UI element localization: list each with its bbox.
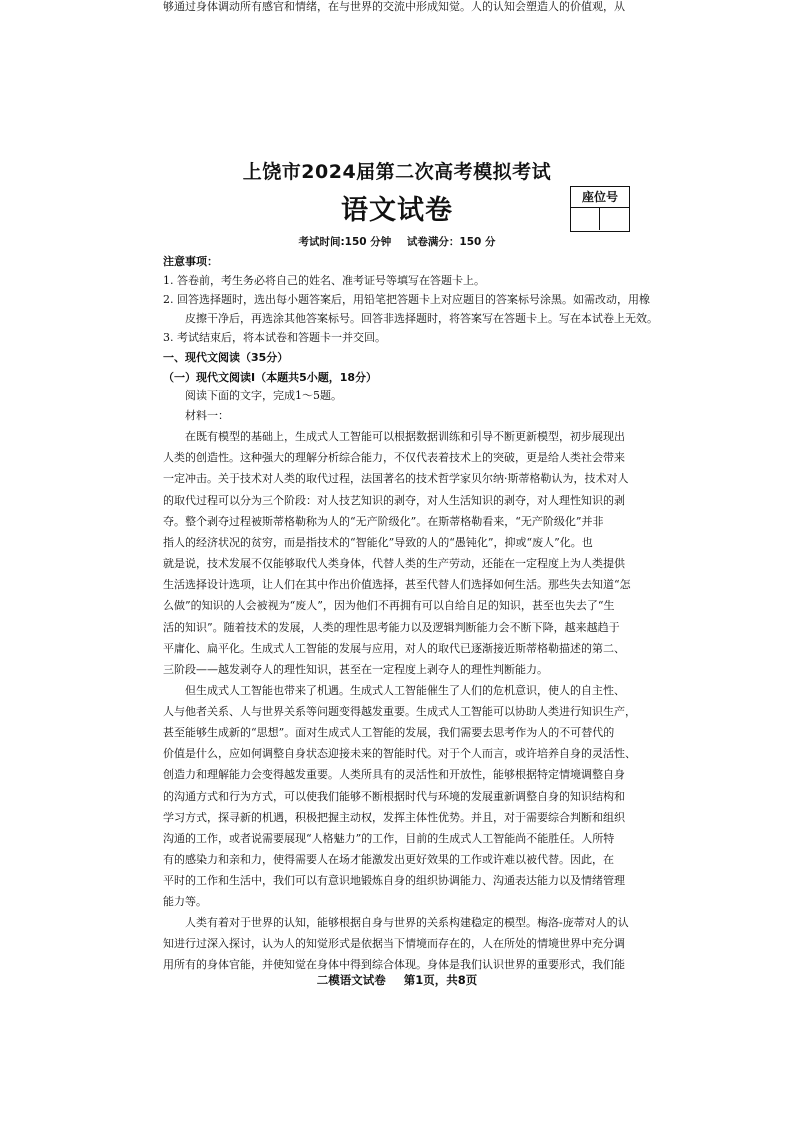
seat-number-box [570,186,630,232]
text-line: 就是说，技术发展不仅能够取代人类身体，代替人类的生产劳动，还能在一定程度上为人类提供 [163,557,625,570]
exam-title: 上饶市2024届第二次高考模拟考试 [242,161,552,183]
text-line: 三阶段——越发剥夺人的理性知识，甚至在一定程度上剥夺人的理性判断能力。 [163,663,548,676]
text-line: 皮擦干净后，再选涂其他答案标号。回答非选择题时，将答案写在答题卡上。写在本试卷上无效。 [185,312,658,325]
seat-number-cell [600,208,628,230]
text-line: 价值是什么，应如何调整自身状态迎接未来的智能时代。对于个人而言，或许培养自身的灵活性、 [163,747,636,760]
text-line: 人类有着对于世界的认知，能够根据自身与世界的关系构建稳定的模型。梅洛-庞蒂对人的认 [185,916,629,929]
text-line: 用所有的身体官能，并使知觉在身体中得到综合体现。身体是我们认识世界的重要形式，我们能 [163,958,625,971]
exam-time: 考试时间:150 分钟 [298,236,392,248]
text-line: 么做”的知识的人会被视为“废人”，因为他们不再拥有可以自给自足的知识，甚至也失去了“生 [163,599,615,612]
section-heading: 注意事项： [163,255,218,268]
text-line: 甚至能够生成新的“思想”。面对生成式人工智能的发展，我们需要去思考作为人的不可替代的 [163,726,615,739]
text-line: 2. 回答选择题时，选出每小题答案后，用铅笔把答题卡上对应题目的答案标号涂黑。如需改动，用橡 [163,293,650,306]
text-line: 平时的工作和生活中，我们可以有意识地锻炼自身的组织协调能力、沟通表达能力以及情绪管理 [163,874,625,887]
section-heading: （一）现代文阅读Ⅰ（本题共5小题，18分） [163,371,378,384]
text-line: 创造力和理解能力会变得越发重要。人类所具有的灵活性和开放性，能够根据特定情境调整自身 [163,768,625,781]
text-line: 但生成式人工智能也带来了机遇。生成式人工智能催生了人们的危机意识，使人的自主性、 [185,684,625,697]
seat-number-cell [571,208,600,230]
footer-paper-name: 二模语文试卷 [316,973,386,987]
text-line: 3. 考试结束后，将本试卷和答题卡一并交回。 [163,331,386,344]
text-line: 够通过身体调动所有感官和情绪，在与世界的交流中形成知觉。人的认知会塑造人的价值观，从 [163,0,625,13]
text-line: 材料一： [185,409,229,422]
text-line: 指人的经济状况的贫穷，而是指技术的“智能化”导致的人的“愚钝化”，抑或“废人”化。也 [163,536,593,549]
text-line: 阅读下面的文字，完成1～5题。 [185,389,342,402]
text-line: 夺。整个剥夺过程被斯蒂格勒称为人的“无产阶级化”。在斯蒂格勒看来，“无产阶级化”并非 [163,515,604,528]
paper-title: 语文试卷 [341,195,453,226]
exam-info [0,234,794,249]
text-line: 1. 答卷前，考生务必将自己的姓名、准考证号等填写在答题卡上。 [163,274,485,287]
text-line: 一定冲击。关于技术对人类的取代过程，法国著名的技术哲学家贝尔纳·斯蒂格勒认为，技术对人 [163,472,629,485]
text-line: 人与他者关系、人与世界关系等问题变得越发重要。生成式人工智能可以协助人类进行知识生产， [163,705,636,718]
text-line: 平庸化、扁平化。生成式人工智能的发展与应用，对人的取代已逐渐接近斯蒂格勒描述的第二、 [163,642,625,655]
footer-page-number: 第1页，共8页 [403,973,478,987]
seat-number-label: 座位号 [571,187,629,208]
text-line: 活的知识”。随着技术的发展，人类的理性思考能力以及逻辑判断能力会不断下降，越来越趋于 [163,621,620,634]
section-heading: 一、现代文阅读（35分） [163,351,289,364]
text-line: 有的感染力和亲和力，使得需要人在场才能激发出更好效果的工作或许难以被代替。因此，在 [163,853,614,866]
text-line: 的沟通方式和行为方式，可以使我们能够不断根据时代与环境的发展重新调整自身的知识结构和 [163,790,625,803]
text-line: 沟通的工作，或者说需要展现“人格魅力”的工作，目前的生成式人工智能尚不能胜任。人所特 [163,832,615,845]
text-line: 的取代过程可以分为三个阶段：对人技艺知识的剥夺，对人生活知识的剥夺，对人理性知识的剥 [163,494,625,507]
text-line: 知进行过深入探讨，认为人的知觉形式是依据当下情境而存在的，人在所处的情境世界中充分调 [163,937,625,950]
text-line: 能力等。 [163,895,207,908]
text-line: 在既有模型的基础上，生成式人工智能可以根据数据训练和引导不断更新模型，初步展现出 [185,430,625,443]
page-footer [0,972,794,988]
text-line: 生活选择设计选项，让人们在其中作出价值选择，甚至代替人们选择如何生活。那些失去知道“怎 [163,578,631,591]
text-line: 人类的创造性。这种强大的理解分析综合能力，不仅代表着技术上的突破，更是给人类社会带来 [163,451,625,464]
text-line: 学习方式，探寻新的机遇，积极把握主动权，发挥主体性优势。并且，对于需要综合判断和组织 [163,811,625,824]
exam-score: 试卷满分：150 分 [406,236,496,248]
